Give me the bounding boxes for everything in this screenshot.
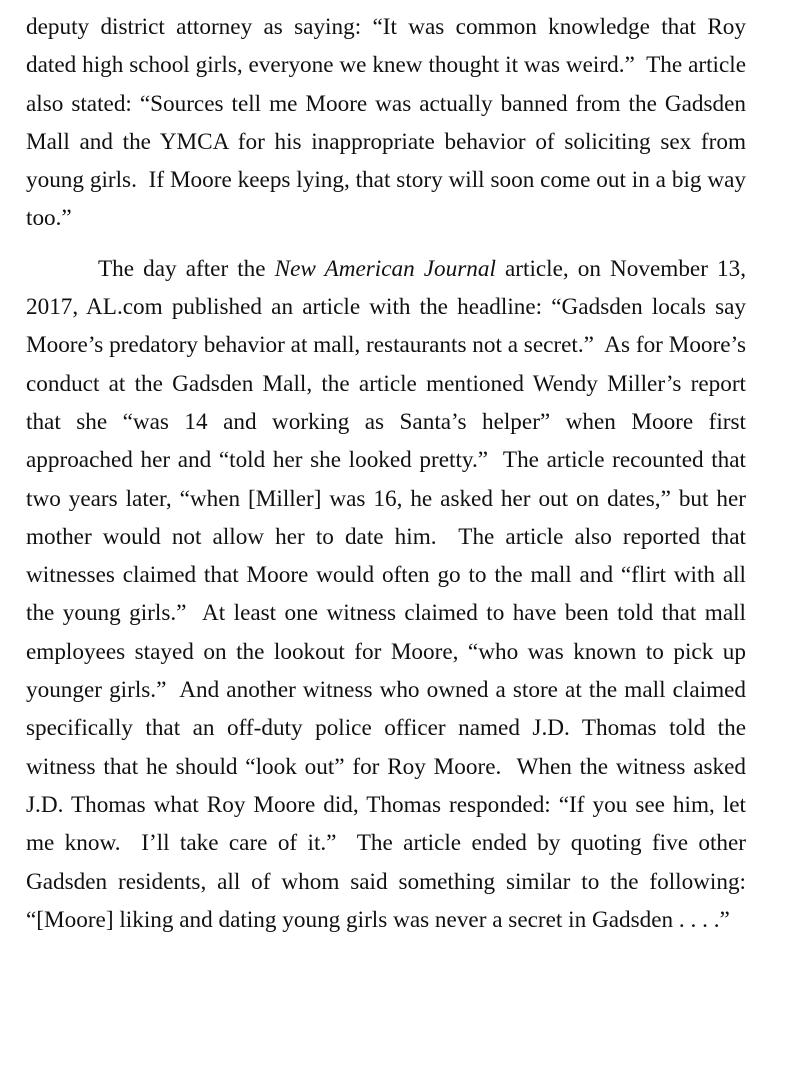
paragraph-continued: deputy district attorney as saying: “It was common knowledge that Roy dated high school girls, everyone we knew thought it was weird.” The article also stated: “Sources tell me Moore was actually banned from the Gadsden Mall and the YMCA for his inappropriate behavior of soliciting sex from young girls. If Moore keeps lying, that story will soon come out in a big way too.” <box>26 14 746 232</box>
publication-title: New American Journal <box>274 255 496 282</box>
paragraph-lead: The day after the <box>98 255 275 282</box>
paragraph-al-com-article <box>26 250 746 939</box>
paragraph-body: article, on November 13, 2017, AL.com published an article with the headline: “Gadsden locals say Moore’s predatory behavior at mall, restaurants not a secret.” As for Moore’s conduct at the Gadsden Mall, the article mentioned Wendy Miller’s report that she “was 14 and working as Santa’s helper” when Moore first approached her and “told her she looked pretty.” The article recounted that two years later, “when [Miller] was 16, he asked her out on dates,” but her mother would not allow her to date him. The article also reported that witnesses claimed that Moore would often go to the mall and “flirt with all the young girls.” At least one witness claimed to have been told that mall employees stayed on the lookout for Moore, “who was known to pick up younger girls.” And another witness who owned a store at the mall claimed specifically that an off-duty police officer named J.D. Thomas told the witness that he should “look out” for Roy Moore. When the witness asked J.D. Thomas what Roy Moore did, Thomas responded: “If you see him, let me know. I’ll take care of it.” The article ended by quoting five other Gadsden residents, all of whom said something similar to the following: “[Moore] liking and dating young girls was never a secret in Gadsden . . . .” <box>26 255 746 933</box>
document-page <box>26 8 746 939</box>
